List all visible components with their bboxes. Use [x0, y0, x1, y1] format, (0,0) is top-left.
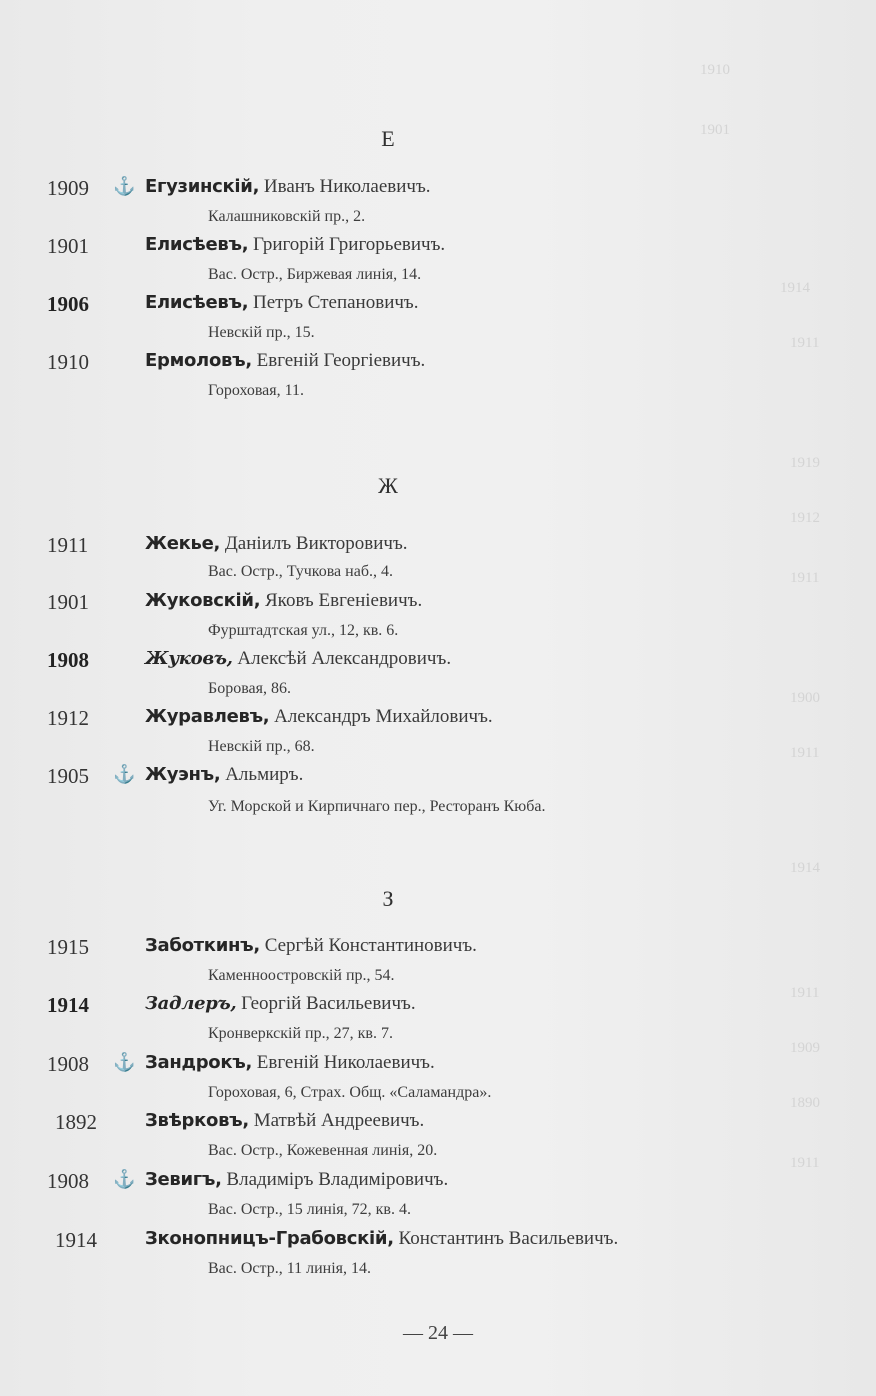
entry-given-name: Григорій Григорьевичъ. [248, 234, 446, 255]
entry-given-name: Евгеній Николаевичъ. [252, 1052, 435, 1073]
anchor-icon: ⚓ [113, 1052, 136, 1073]
entry-given-name: Петръ Степановичъ. [248, 292, 419, 313]
entry-given-name: Евгеній Георгіевичъ. [251, 350, 426, 371]
entry-given-name: Константинъ Васильевичъ. [393, 1228, 619, 1249]
entry-given-name: Георгій Васильевичъ. [236, 993, 416, 1014]
entry-surname: Жекье, [145, 533, 221, 554]
section-letter: З [382, 886, 394, 911]
entry-surname: Жуэнъ, [145, 764, 221, 785]
entry-surname: Зевигъ, [145, 1169, 222, 1190]
entry-address: Невскій пр., 15. [208, 324, 315, 341]
entry-surname: Елисѣевъ, [145, 292, 249, 313]
entry-given-name: Александръ Михайловичъ. [269, 706, 493, 727]
entry-given-name: Альмиръ. [220, 764, 304, 785]
entry-given-name: Яковъ Евгеніевичъ. [260, 590, 423, 611]
bleed-through-text: 1911 [790, 335, 820, 351]
entry-address: Вас. Остр., 11 линія, 14. [208, 1260, 372, 1277]
bleed-through-text: 1911 [790, 570, 820, 586]
bleed-through-text: 1911 [790, 985, 820, 1001]
entry-year: 1908 [47, 1052, 89, 1076]
entry-year: 1905 [47, 764, 89, 788]
entry-surname: Заботкинъ, [145, 935, 260, 956]
entry-given-name: Матвѣй Андреевичъ. [248, 1110, 425, 1131]
entry-address: Гороховая, 11. [208, 382, 305, 399]
entry-given-name: Сергѣй Константиновичъ. [259, 935, 477, 956]
entry-name [145, 176, 431, 198]
entry-address: Вас. Остр., 15 линія, 72, кв. 4. [208, 1201, 411, 1218]
entry-name [145, 234, 445, 256]
anchor-icon: ⚓ [113, 176, 136, 197]
entry-address: Каменноостровскій пр., 54. [208, 967, 395, 984]
entry-address: Вас. Остр., Тучкова наб., 4. [208, 563, 393, 580]
bleed-through-text: 1914 [780, 280, 810, 296]
entry-name [145, 1052, 435, 1074]
entry-surname: Егузинскій, [145, 176, 260, 197]
entry-name [145, 1169, 448, 1191]
bleed-through-text: 1890 [790, 1095, 820, 1111]
entry-name [145, 706, 493, 728]
entry-surname: Ермоловъ, [145, 350, 252, 371]
entry-name [145, 993, 416, 1015]
entry-address: Невскій пр., 68. [208, 738, 315, 755]
entry-name [145, 1228, 618, 1250]
entry-year: 1901 [47, 234, 89, 258]
entry-given-name: Алексѣй Александровичъ. [232, 648, 452, 669]
entry-address: Фурштадтская ул., 12, кв. 6. [208, 622, 399, 639]
entry-address: Гороховая, 6, Страх. Общ. «Саламандра». [208, 1084, 492, 1101]
page-number: — 24 — [403, 1322, 473, 1344]
entry-year: 1901 [47, 590, 89, 614]
entry-address: Вас. Остр., Кожевенная линія, 20. [208, 1142, 438, 1159]
entry-given-name: Иванъ Николаевичъ. [259, 176, 431, 197]
section-letter: Е [381, 126, 395, 151]
entry-surname: Жуковскій, [145, 590, 261, 611]
entry-address: Калашниковскій пр., 2. [208, 208, 366, 225]
section-letter: Ж [378, 473, 398, 498]
entry-given-name: Даніилъ Викторовичъ. [220, 533, 408, 554]
entry-surname: Елисѣевъ, [145, 234, 249, 255]
bleed-through-text: 1919 [790, 455, 820, 471]
entry-name [145, 350, 425, 372]
entry-address: Кронверкскій пр., 27, кв. 7. [208, 1025, 393, 1042]
entry-surname: Зандрокъ, [145, 1052, 253, 1073]
bleed-through-text: 1911 [790, 1155, 820, 1171]
anchor-icon: ⚓ [113, 764, 136, 785]
entry-address: Боровая, 86. [208, 680, 291, 697]
entry-surname: Зконопницъ-Грабовскій, [145, 1228, 394, 1249]
entry-given-name: Владиміръ Владиміровичъ. [221, 1169, 449, 1190]
entry-year: 1908 [47, 648, 89, 672]
entry-year: 1910 [47, 350, 89, 374]
entry-name [145, 935, 477, 957]
entry-name [145, 1110, 424, 1132]
entry-year: 1909 [47, 176, 89, 200]
entry-address: Вас. Остр., Биржевая линія, 14. [208, 266, 422, 283]
entry-name [145, 764, 303, 786]
entry-year: 1892 [55, 1110, 97, 1134]
entry-year: 1906 [47, 292, 89, 316]
bleed-through-text: 1912 [790, 510, 820, 526]
entry-year: 1914 [47, 993, 89, 1017]
entry-name [145, 533, 408, 555]
entry-surname: Звѣрковъ, [145, 1110, 249, 1131]
bleed-through-text: 1900 [790, 690, 820, 706]
entry-year: 1908 [47, 1169, 89, 1193]
entry-name [145, 648, 451, 670]
bleed-through-text: 1909 [790, 1040, 820, 1056]
bleed-through-text: 1911 [790, 745, 820, 761]
bleed-through-text: 1910 [700, 62, 730, 78]
entry-year: 1912 [47, 706, 89, 730]
bleed-through-text: 1914 [790, 860, 820, 876]
entry-year: 1911 [47, 533, 89, 557]
entry-address: Уг. Морской и Кирпичнаго пер., Ресторанъ Кюба. [208, 798, 546, 815]
entry-surname: Журавлевъ, [145, 706, 270, 727]
entry-name [145, 292, 419, 314]
entry-surname: Задлеръ, [145, 993, 237, 1014]
anchor-icon: ⚓ [113, 1169, 136, 1190]
entry-year: 1914 [55, 1228, 97, 1252]
entry-surname: Жуковъ, [145, 648, 233, 669]
entry-year: 1915 [47, 935, 89, 959]
entry-name [145, 590, 422, 612]
bleed-through-text: 1901 [700, 122, 730, 138]
